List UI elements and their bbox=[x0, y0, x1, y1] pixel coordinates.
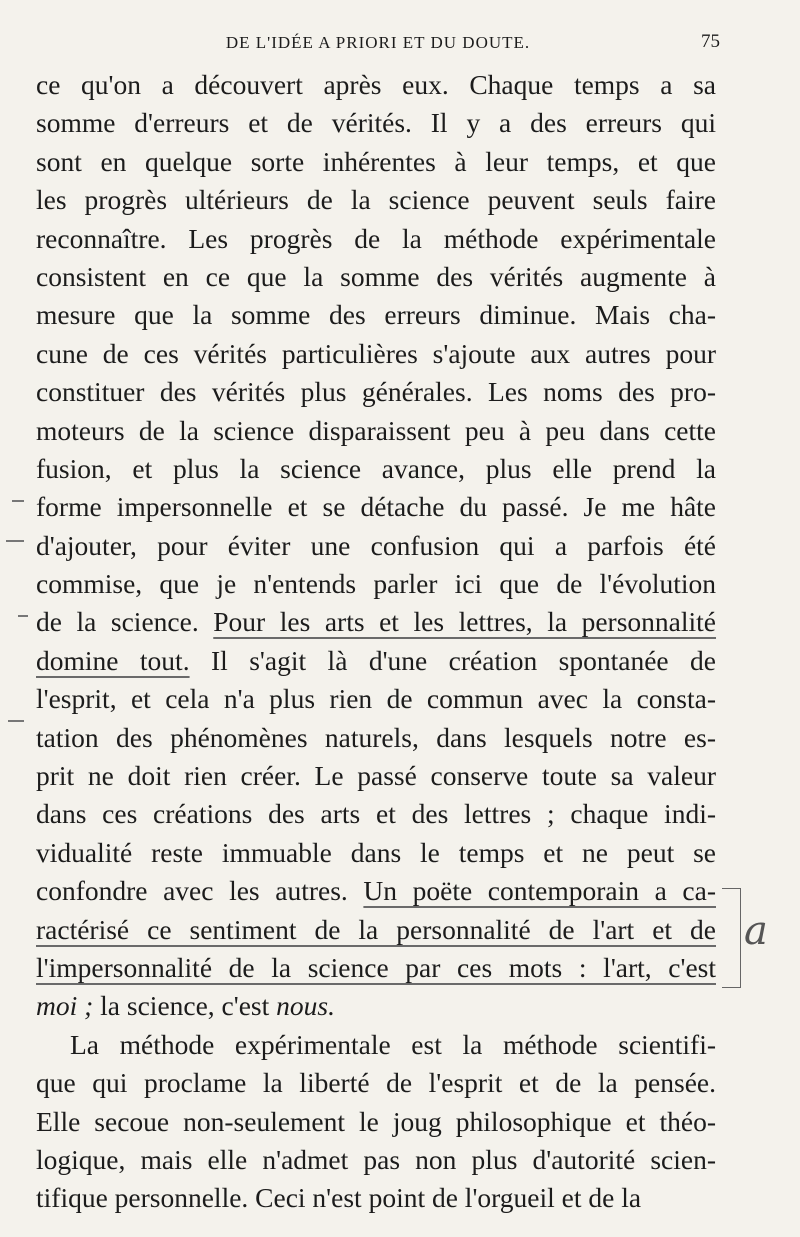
text-line: commise, que je n'entends parler ici que de l'évolution bbox=[36, 568, 716, 600]
text-line: fusion, et plus la science avance, plus elle prend la bbox=[36, 452, 716, 484]
pencil-mark bbox=[8, 720, 24, 722]
text-line: d'ajouter, pour éviter une confusion qui a parfois été bbox=[36, 529, 716, 561]
text-span: la science, c'est bbox=[93, 990, 277, 1022]
text-line bbox=[36, 603, 716, 641]
text-line: somme d'erreurs et de vérités. Il y a des erreurs qui bbox=[36, 107, 716, 139]
pencil-mark bbox=[6, 540, 24, 542]
text-span: Il s'agit là d'une création spontanée de bbox=[189, 644, 716, 676]
text-line: tation des phénomènes naturels, dans lesquels notre es- bbox=[36, 721, 716, 753]
text-line: La méthode expérimentale est la méthode scientifi- bbox=[70, 1028, 716, 1060]
text-line bbox=[36, 911, 716, 949]
text-line bbox=[36, 872, 716, 910]
underlined-passage: Pour les arts et les lettres, la personnalité bbox=[213, 606, 717, 638]
italic-word: moi ; bbox=[36, 990, 94, 1022]
text-line: logique, mais elle n'admet pas non plus d'autorité scien- bbox=[36, 1143, 716, 1175]
running-title: DE L'IDÉE A PRIORI ET DU DOUTE. bbox=[225, 33, 531, 52]
italic-word: nous. bbox=[276, 990, 335, 1022]
text-line: les progrès ultérieurs de la science peuvent seuls faire bbox=[36, 184, 716, 216]
underlined-passage: Un poëte contemporain a ca- bbox=[363, 875, 716, 907]
text-line: moteurs de la science disparaissent peu à peu dans cette bbox=[36, 414, 716, 446]
text-line: sont en quelque sorte inhérentes à leur temps, et que bbox=[36, 145, 716, 177]
text-line: Elle secoue non-seulement le joug philosophique et théo- bbox=[36, 1105, 716, 1137]
underlined-passage: l'impersonnalité de la science par ces mots : l'art, c'est bbox=[36, 951, 716, 983]
text-line: reconnaître. Les progrès de la méthode expérimentale bbox=[36, 222, 716, 254]
text-span: confondre avec les autres. bbox=[36, 875, 364, 907]
text-line: consistent en ce que la somme des vérités augmente à bbox=[36, 260, 716, 292]
pencil-mark bbox=[12, 500, 24, 502]
text-line: mesure que la somme des erreurs diminue. Mais cha- bbox=[36, 299, 716, 331]
text-line: ce qu'on a découvert après eux. Chaque temps a sa bbox=[36, 69, 716, 100]
text-line: dans ces créations des arts et des lettres ; chaque indi- bbox=[36, 798, 716, 830]
margin-bracket bbox=[722, 888, 741, 988]
pencil-mark bbox=[18, 615, 28, 617]
text-line bbox=[36, 642, 716, 680]
page-number: 75 bbox=[701, 31, 720, 52]
text-line: l'esprit, et cela n'a plus rien de commun avec la consta- bbox=[36, 683, 716, 715]
text-line: constituer des vérités plus générales. Les noms des pro- bbox=[36, 376, 716, 408]
text-line bbox=[36, 949, 716, 987]
text-line: tifique personnelle. Ceci n'est point de l'orgueil et de la bbox=[36, 1182, 642, 1214]
text-line bbox=[36, 987, 716, 1025]
text-line: cune de ces vérités particulières s'ajoute aux autres pour bbox=[36, 337, 716, 369]
text-line: vidualité reste immuable dans le temps et ne peut se bbox=[36, 836, 716, 868]
text-span: de la science. bbox=[36, 606, 214, 638]
body-text bbox=[36, 66, 716, 1218]
underlined-passage: domine tout. bbox=[36, 644, 190, 676]
text-line: que qui proclame la liberté de l'esprit et de la pensée. bbox=[36, 1067, 716, 1099]
underlined-passage: ractérisé ce sentiment de la personnalité de l'art et de bbox=[36, 913, 716, 945]
text-line: prit ne doit rien créer. Le passé conserve toute sa valeur bbox=[36, 760, 716, 792]
text-line: forme impersonnelle et se détache du passé. Je me hâte bbox=[36, 491, 716, 523]
margin-annotation: a bbox=[744, 908, 768, 954]
